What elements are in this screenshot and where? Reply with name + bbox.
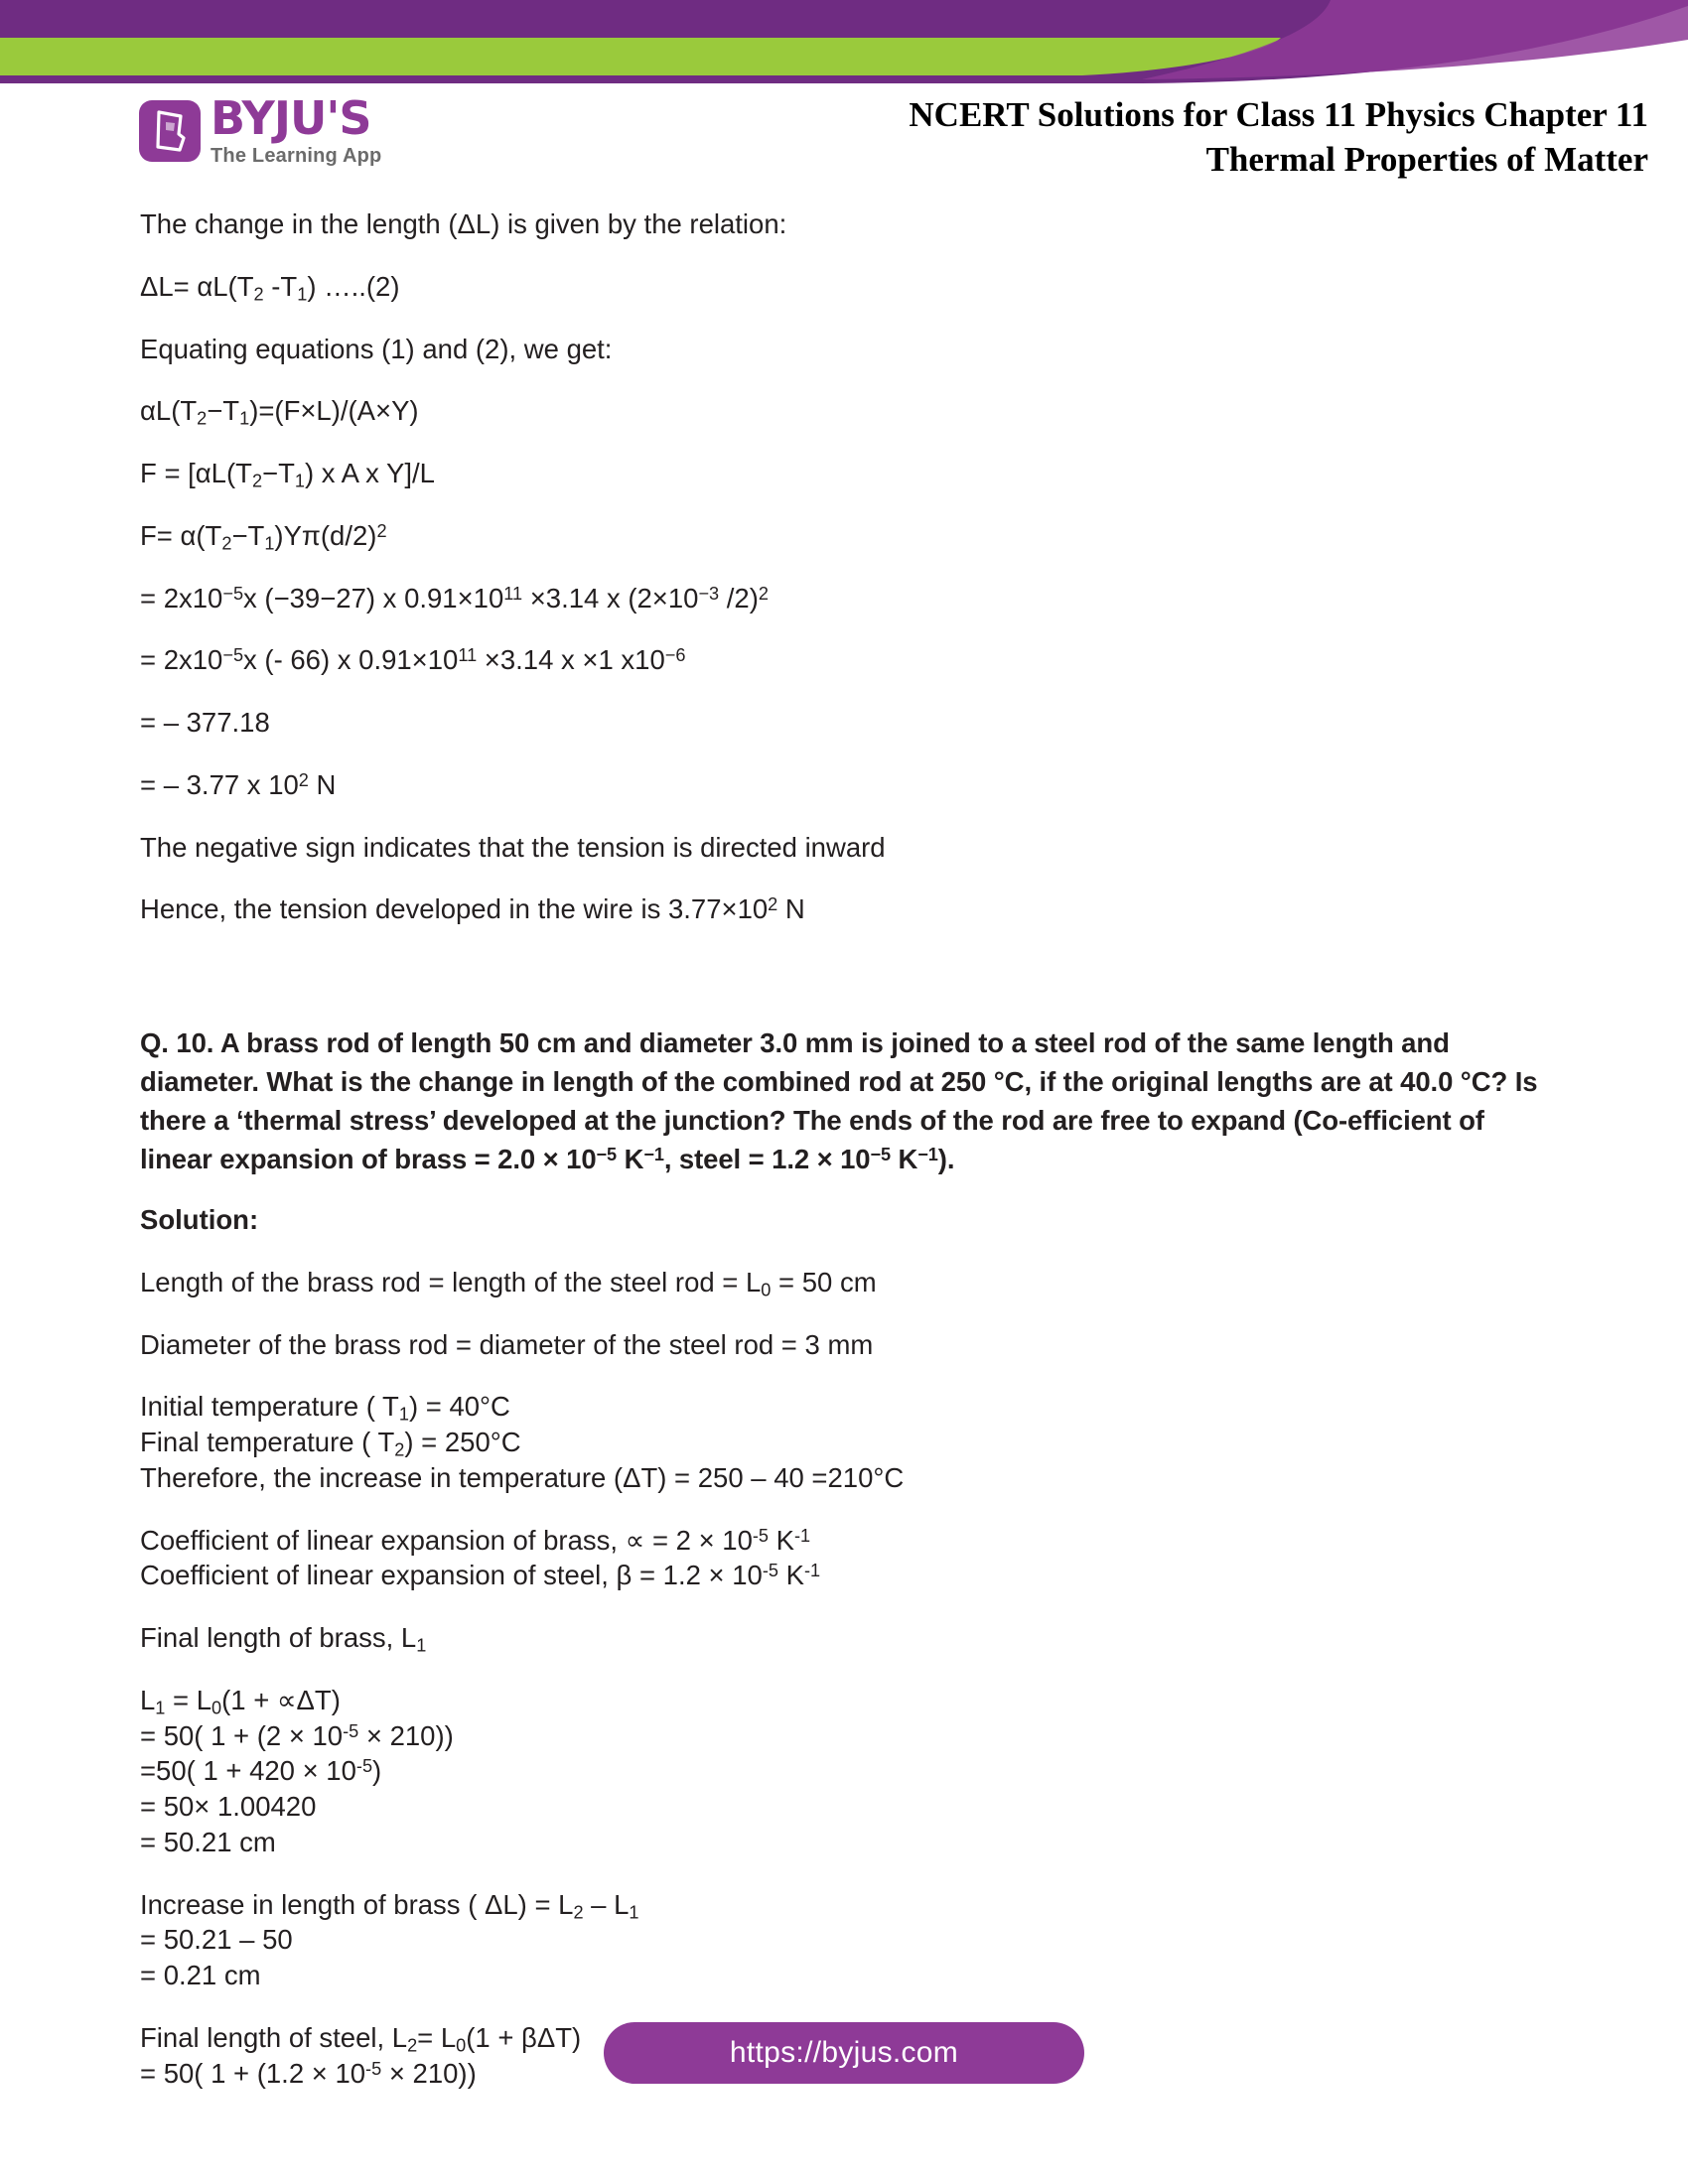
steel-line-1: Final length of steel, $L_2= L_0(1 + \beta\Delta T)$: [140, 2021, 582, 2056]
brass-calculation-block: [140, 1683, 1550, 1860]
brass-line-2: = 50( $1 + (2 \times 10^{-5} \times 210)$): [140, 1719, 454, 1751]
brass-line-4: = 50× 1.00420: [140, 1791, 317, 1823]
equation-calc-4: = – 3.77 x $10^2$ N: [140, 768, 337, 800]
increase-line-2: = 50.21 – 50: [140, 1924, 293, 1956]
equating-line: Equating equations (1) and (2), we get:: [140, 333, 613, 364]
page-title: [909, 87, 1648, 183]
steel-line-2: = 50( $1 + (1.2 \times 10^{-5} \times 210)$): [140, 2057, 477, 2089]
equation-delta-l: $\Delta L= \alpha L(T_2$ $-T_1$) …..(2): [140, 270, 400, 305]
initial-temperature: Initial temperature ( $T_1) = 40^\circ C$: [140, 1391, 510, 1425]
equation-force-2: $F= \alpha(T_2-T_1)Y\pi(d/2)^2$: [140, 519, 387, 554]
section-spacer: [140, 954, 1550, 1024]
coefficient-brass: Coefficient of linear expansion of brass, ∝ = $2 \times 10^{-5}$ $K^{-1}$: [140, 1524, 811, 1556]
logo-tagline: The Learning App: [211, 145, 382, 167]
logo-wordmark: BYJU'S: [211, 91, 371, 145]
coefficients-block: [140, 1523, 1550, 1594]
brass-line-3: =50( $1 + 420 \times 10^{-5}$): [140, 1755, 382, 1787]
page-title-line2: Thermal Properties of Matter: [1205, 139, 1648, 179]
byjus-logo-mark-icon: [139, 100, 201, 162]
length-line: Length of the brass rod = length of the steel rod = $L_0 = 50$ cm: [140, 1266, 877, 1300]
delta-temperature: Therefore, the increase in temperature (ΔT) = 250 – 40 =210°C: [140, 1461, 905, 1493]
footer-url-label: https://byjus.com: [729, 2036, 959, 2069]
increase-line-1: Increase in length of brass ( $\Delta L) = L_2 - L_1$: [140, 1888, 639, 1923]
increase-line-3: = 0.21 cm: [140, 1960, 261, 1991]
final-temperature: Final temperature ( $T_2) = 250^\circ C$: [140, 1427, 521, 1460]
coefficient-steel: Coefficient of linear expansion of steel, $\beta = 1.2 \times 10^{-5}$ $K^{-1}$: [140, 1560, 821, 1591]
document-body: [140, 206, 1550, 2117]
page-title-line1: NCERT Solutions for Class 11 Physics Chapter 11: [909, 95, 1648, 134]
equation-calc-2: = $2x10^{-5}x$ (- 66) x $0.91\times 10^{11} \times 3.14$ x ×1 $x10^{-6}$: [140, 644, 686, 676]
increase-brass-block: [140, 1887, 1550, 1993]
masthead: [0, 87, 1688, 197]
tension-conclusion: Hence, the tension developed in the wire is $3.77\times 10^2$ N: [140, 893, 805, 925]
equation-force-1: $F = [\alpha L(T_2-T_1)$ x A x Y]/L: [140, 458, 435, 491]
byjus-logo: [139, 91, 382, 167]
final-brass-heading: Final length of brass, $L_1$: [140, 1622, 427, 1656]
equation-calc-3: = – 377.18: [140, 707, 270, 738]
negative-sign-note: The negative sign indicates that the tension is directed inward: [140, 831, 886, 863]
equation-calc-1: = $2x10^{-5}x$ (−39−27) x $0.91\times 10^{11} \times 3.14$ x ($2\times 10^{-3}$ /2)$^2$: [140, 582, 769, 614]
equation-alpha: $\alpha L(T_2-T_1)=(F\times L)/(A\times Y)$: [140, 395, 419, 429]
temperature-block: [140, 1389, 1550, 1495]
diameter-line: Diameter of the brass rod = diameter of the steel rod = 3 mm: [140, 1328, 874, 1360]
intro-line: The change in the length (ΔL) is given by the relation:: [140, 208, 787, 239]
solution-label: Solution:: [140, 1204, 259, 1236]
brass-line-1: $L_1 = L_0(1 + \propto\Delta T)$: [140, 1684, 341, 1718]
question-10: Q. 10. A brass rod of length 50 cm and diameter 3.0 mm is joined to a steel rod of the same length and diameter. What is the change in length of the combined rod at 250 °C, if the original lengths are at 40.0 °C? Is there a ‘thermal stress’ developed at the junction? The ends of the rod are free to expand (Co-efficient of linear expansion of brass = $2.0 \times 10^{-5}$ $K^{-1}$, steel = $1.2 \times 10^{-5}$ $K^{-1}$).: [140, 1027, 1538, 1175]
brass-line-5: = 50.21 cm: [140, 1826, 276, 1857]
footer-url-pill[interactable]: [604, 2022, 1084, 2084]
